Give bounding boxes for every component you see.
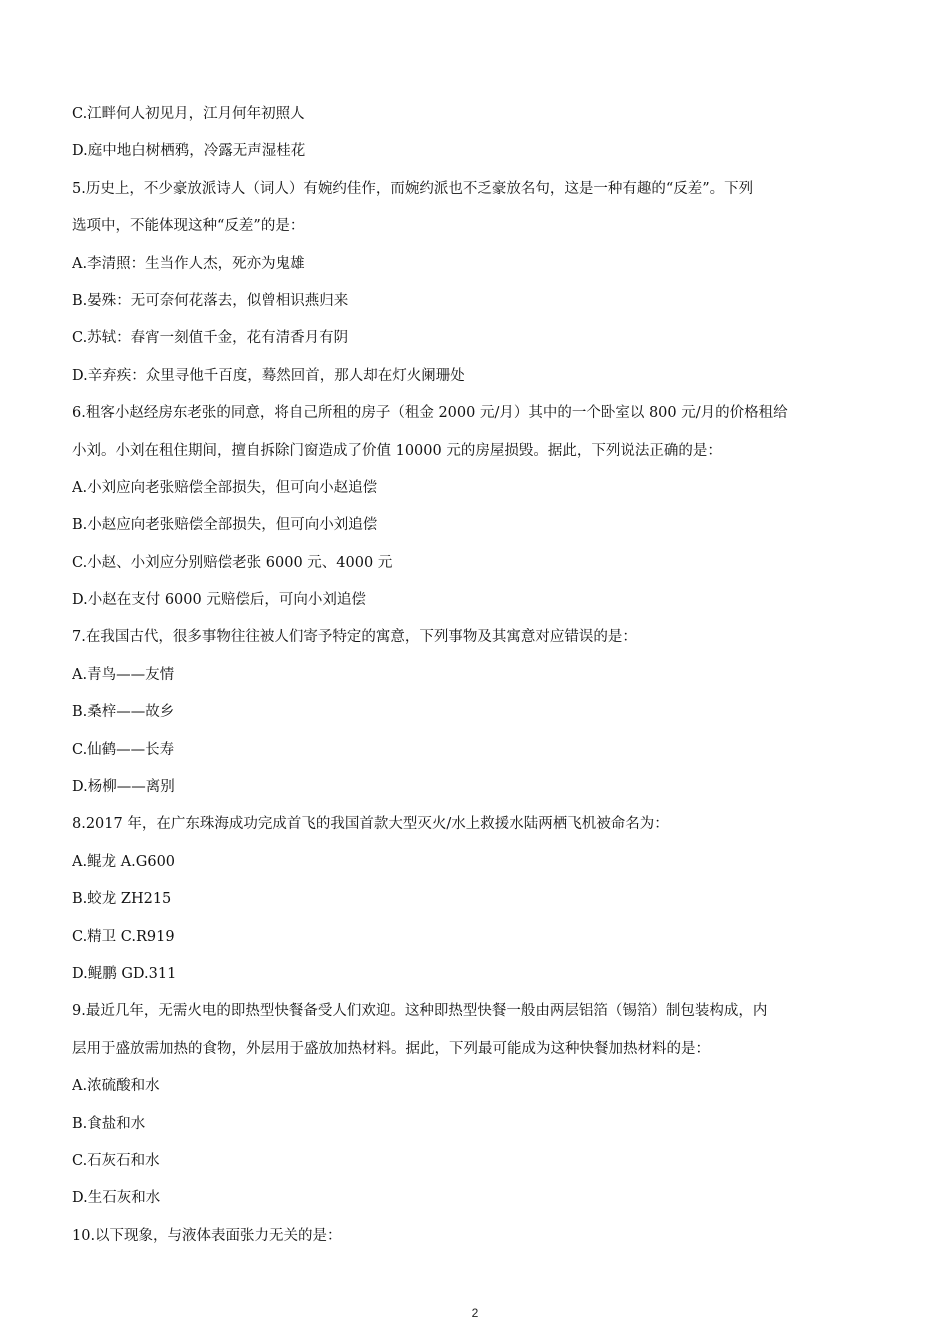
question-9-stem-line-1: 9.最近几年，无需火电的即热型快餐备受人们欢迎。这种即热型快餐一般由两层铝箔（锡箔）制包装构成，内: [72, 1003, 768, 1020]
question-5-stem-line-2: 选项中，不能体现这种“反差”的是：: [72, 218, 305, 235]
option-7d: D.杨柳——离别: [72, 779, 175, 796]
question-5-stem-line-1: 5.历史上，不少豪放派诗人（词人）有婉约佳作，而婉约派也不乏豪放名句，这是一种有趣的“反差”。下列: [72, 180, 754, 197]
option-8b: B.蛟龙 ZH215: [72, 891, 172, 908]
option-4c: C.江畔何人初见月，江月何年初照人: [72, 106, 305, 122]
option-7c: C.仙鹤——长寿: [72, 741, 175, 758]
option-6c: C.小赵、小刘应分别赔偿老张 6000 元、4000 元: [72, 554, 393, 571]
question-6-stem-line-2: 小刘。小刘在租住期间，擅自拆除门窗造成了价值 10000 元的房屋损毁。据此，下列说法正确的是：: [72, 442, 722, 459]
option-6a: A.小刘应向老张赔偿全部损失，但可向小赵追偿: [72, 479, 378, 496]
option-8d: D.鲲鹏 GD.311: [72, 965, 177, 982]
option-7b: B.桑梓——故乡: [72, 704, 175, 721]
option-7a: A.青鸟——友情: [72, 666, 175, 683]
question-7-stem: 7.在我国古代，很多事物往往被人们寄予特定的寓意，下列事物及其寓意对应错误的是：: [72, 629, 637, 646]
question-9-stem-line-2: 层用于盛放需加热的食物，外层用于盛放加热材料。据此，下列最可能成为这种快餐加热材料的是：: [72, 1040, 710, 1057]
question-10-stem: 10.以下现象，与液体表面张力无关的是：: [72, 1227, 342, 1244]
option-8a: A.鲲龙 A.G600: [72, 853, 176, 870]
question-6-stem-line-1: 6.租客小赵经房东老张的同意，将自己所租的房子（租金 2000 元/月）其中的一个卧室以 800 元/月的价格租给: [72, 405, 788, 422]
page-number: 2: [471, 1306, 479, 1320]
option-5b: B.晏殊：无可奈何花落去，似曾相识燕归来: [72, 292, 349, 309]
option-6d: D.小赵在支付 6000 元赔偿后，可向小刘追偿: [72, 592, 366, 609]
option-6b: B.小赵应向老张赔偿全部损失，但可向小刘追偿: [72, 517, 378, 534]
option-9d: D.生石灰和水: [72, 1190, 161, 1207]
option-5c: C.苏轼：春宵一刻值千金，花有清香月有阴: [72, 330, 349, 347]
question-text-block: [72, 101, 882, 1260]
option-5a: A.李清照：生当作人杰，死亦为鬼雄: [72, 255, 305, 272]
option-8c: C.精卫 C.R919: [72, 928, 175, 945]
question-8-stem: 8.2017 年，在广东珠海成功完成首飞的我国首款大型灭火/水上救援水陆两栖飞机被命名为：: [72, 816, 669, 833]
option-9c: C.石灰石和水: [72, 1152, 160, 1169]
option-4d: D.庭中地白树栖鸦，冷露无声湿桂花: [72, 143, 306, 160]
option-5d: D.辛弃疾：众里寻他千百度，蓦然回首，那人却在灯火阑珊处: [72, 367, 465, 384]
option-9a: A.浓硫酸和水: [72, 1078, 160, 1095]
option-9b: B.食盐和水: [72, 1115, 146, 1132]
